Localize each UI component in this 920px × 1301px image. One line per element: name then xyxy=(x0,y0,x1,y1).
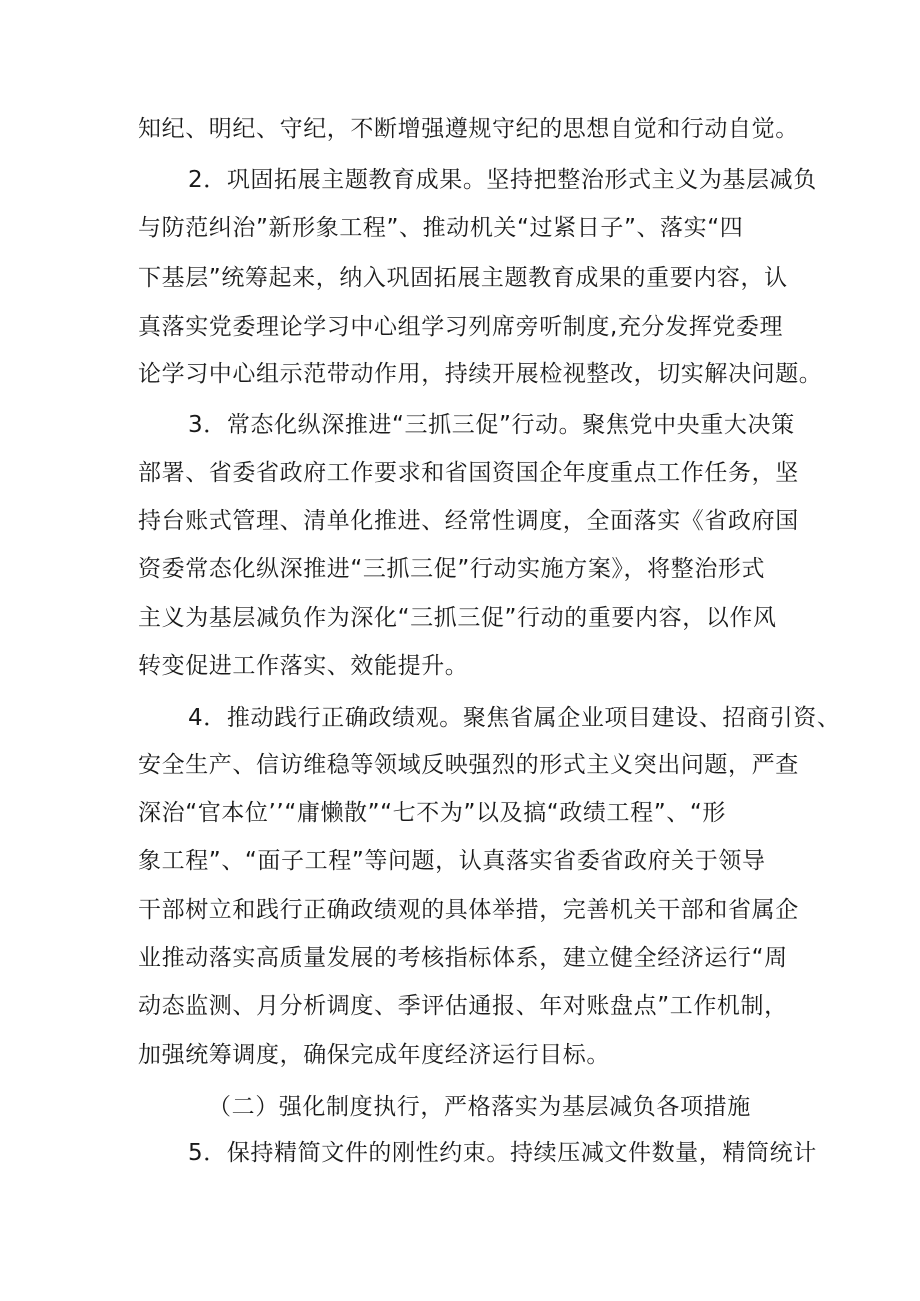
text-line: 转变促进工作落实、效能提升。 xyxy=(138,653,469,679)
paragraph-5-line: 5．保持精简文件的刚性约束。持续压减文件数量，精筒统计 xyxy=(188,1140,817,1166)
text-line: 动态监测、月分析调度、季评估通报、年对账盘点”工作机制， xyxy=(138,993,788,1019)
paragraph-2-line: 2．巩固拓展主题教育成果。坚持把整治形式主义为基层减负 xyxy=(188,167,817,193)
text-line: 深治“官本位’’“庸懒散”“七不为”以及搞“政绩工程”、“形 xyxy=(138,800,726,826)
text-line: 论学习中心组示范带动作用，持续开展检视整改，切实解决问题。 xyxy=(138,361,823,387)
text-line: 下基层”统筹起来，纳入巩固拓展主题教育成果的重要内容，认 xyxy=(138,265,788,291)
text-line: 安全生产、信访维稳等领域反映强烈的形式主义突出问题，严查 xyxy=(138,752,799,778)
text-line: 持台账式管理、清单化推进、经常性调度，全面落实《省政府国 xyxy=(138,508,799,534)
text-line: 象工程”、“面子工程”等问题，认真落实省委省政府关于领导 xyxy=(138,848,766,874)
text-line: 知纪、明纪、守纪，不断增强遵规守纪的思想自觉和行动自觉。 xyxy=(138,116,799,142)
text-line: 资委常态化纵深推进“三抓三促”行动实施方案》，将整治形式 xyxy=(138,556,766,582)
section-heading: （二）强化制度执行，严格落实为基层减负各项措施 xyxy=(208,1094,751,1120)
paragraph-4-line: 4．推动践行正确政绩观。聚焦省属企业项目建设、招商引资、 xyxy=(188,705,841,731)
text-line: 加强统筹调度，确保完成年度经济运行目标。 xyxy=(138,1042,610,1068)
text-line: 主义为基层减负作为深化“三抓三促”行动的重要内容，以作风 xyxy=(138,605,777,631)
text-line: 与防范纠治”新形象工程”、推动机关“过紧日子”、落实“四 xyxy=(138,215,744,241)
paragraph-3-line: 3．常态化纵深推进“三抓三促”行动。聚焦党中央重大决策 xyxy=(188,412,795,438)
text-line: 真落实党委理论学习中心组学习列席旁听制度,充分发挥党委理 xyxy=(138,314,784,340)
text-line: 干部树立和践行正确政绩观的具体举措，完善机关干部和省属企 xyxy=(138,897,799,923)
text-line: 业推动落实高质量发展的考核指标体系，建立健全经济运行“周 xyxy=(138,945,788,971)
text-line: 部署、省委省政府工作要求和省国资国企年度重点工作任务，坚 xyxy=(138,460,799,486)
